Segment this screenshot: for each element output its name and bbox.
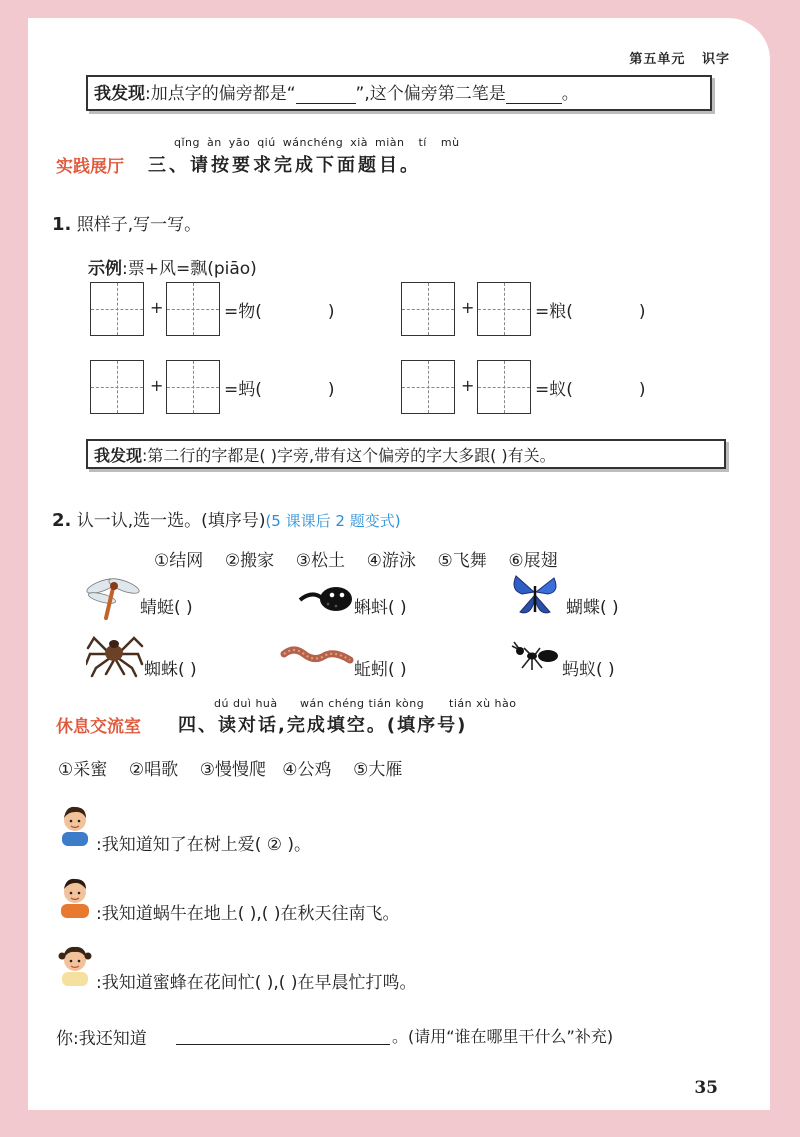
pinyin-syllable: wán (282, 136, 307, 149)
you-instruction: 。(请用“谁在哪里干什么”补充) (392, 1027, 614, 1046)
animal-dragonfly-answer[interactable]: 蜻蜓( ) (140, 598, 193, 618)
discovery-box-2 (86, 439, 726, 469)
discovery-box-1 (86, 75, 712, 111)
option-item: ③松土 (295, 551, 345, 571)
tianzige-box[interactable] (90, 360, 144, 414)
discovery-text-c: 。 (561, 84, 579, 104)
ant-icon (510, 638, 562, 672)
radical-answer-blank[interactable] (296, 103, 356, 104)
q2-options (154, 546, 558, 571)
section-label-practice: 实践展厅 (56, 157, 124, 177)
dialog-line-1[interactable]: :我知道知了在树上爱( ② )。 (96, 835, 312, 855)
boy-avatar-icon (56, 874, 94, 918)
unit-topic: 识字 (701, 52, 730, 67)
earthworm-icon (280, 644, 354, 668)
dialog-line-2[interactable]: :我知道蜗牛在地上( ),( )在秋天往南飞。 (96, 904, 400, 924)
tianzige-box[interactable] (401, 360, 455, 414)
section3-pinyin (174, 136, 460, 149)
q1-number: 1. (52, 214, 72, 235)
plus-sign: + (461, 298, 475, 317)
item-close: ) (327, 302, 335, 322)
item-text: =粮( (535, 302, 573, 322)
plus-sign: + (461, 376, 475, 395)
pinyin-syllable: tí (418, 136, 427, 149)
page-number: 35 (694, 1078, 718, 1098)
item-close: ) (638, 380, 646, 400)
animal-earthworm-answer[interactable]: 蚯蚓( ) (354, 660, 407, 680)
tianzige-box[interactable] (90, 282, 144, 336)
section3-title: 三、请按要求完成下面题目。 (148, 155, 421, 176)
section4-pinyin-c: tián xù hào (449, 697, 517, 710)
q1-item-wu[interactable] (224, 297, 335, 322)
q1-item-ma[interactable] (224, 375, 335, 400)
option-item: ①采蜜 (58, 760, 108, 780)
option-item: ③慢慢爬 (199, 760, 266, 780)
boy-avatar-icon (56, 802, 94, 846)
item-close: ) (327, 380, 335, 400)
q1-item-liang[interactable] (535, 297, 646, 322)
section4-pinyin-b: wán chéng tián kòng (300, 697, 425, 710)
you-answer-blank[interactable] (176, 1028, 390, 1045)
dragonfly-icon (82, 574, 142, 622)
spider-icon (86, 632, 144, 678)
section4-pinyin-a: dú duì huà (214, 697, 278, 710)
q1-instruction: 照样子,写一写。 (76, 215, 202, 235)
q2-instruction: 认一认,选一选。(填序号) (76, 511, 266, 531)
section4-title: 四、读对话,完成填空。(填序号) (178, 715, 468, 736)
animal-ant-answer[interactable]: 蚂蚁( ) (562, 660, 615, 680)
q2-number: 2. (52, 510, 72, 531)
q2-note: (5 课课后 2 题变式) (265, 512, 401, 530)
discovery-label: 我发现 (94, 84, 145, 104)
pinyin-syllable: yāo (228, 136, 251, 149)
pinyin-syllable: miàn (375, 136, 405, 149)
option-item: ⑥展翅 (508, 551, 558, 571)
option-item: ④公鸡 (282, 760, 332, 780)
q2-header (52, 506, 401, 531)
tianzige-box[interactable] (166, 282, 220, 336)
pinyin-syllable: qiú (257, 136, 276, 149)
tianzige-box[interactable] (477, 282, 531, 336)
dialog-line-3[interactable]: :我知道蜜蜂在花间忙( ),( )在早晨忙打鸣。 (96, 973, 417, 993)
pinyin-syllable: xià (350, 136, 368, 149)
example-text: :票+风=飘(piāo) (122, 259, 257, 279)
q1-example (88, 254, 257, 279)
option-item: ①结网 (154, 551, 204, 571)
animal-butterfly-answer[interactable]: 蝴蝶( ) (566, 598, 619, 618)
butterfly-icon (510, 572, 560, 622)
animal-tadpole-answer[interactable]: 蝌蚪( ) (354, 598, 407, 618)
second-stroke-answer-blank[interactable] (506, 103, 562, 104)
option-item: ②搬家 (224, 551, 275, 571)
tianzige-box[interactable] (401, 282, 455, 336)
pinyin-syllable: chéng (306, 136, 344, 149)
plus-sign: + (150, 298, 164, 317)
pinyin-syllable: àn (207, 136, 222, 149)
you-label: 你:我还知道 (56, 1029, 147, 1049)
discovery-label: 我发现 (94, 446, 143, 465)
option-item: ⑤飞舞 (437, 551, 487, 571)
item-close: ) (638, 302, 646, 322)
discovery-text: :第二行的字都是( )字旁,带有这个偏旁的字大多跟( )有关。 (142, 446, 556, 465)
pinyin-syllable: qǐng (174, 136, 200, 149)
q1-item-yi[interactable] (535, 375, 646, 400)
unit-header (629, 48, 730, 67)
option-item: ②唱歌 (128, 760, 179, 780)
pinyin-syllable: mù (440, 136, 460, 149)
discovery-text-a: :加点字的偏旁都是“ (145, 84, 296, 104)
tianzige-box[interactable] (477, 360, 531, 414)
discovery-text-b: ”,这个偏旁第二笔是 (355, 84, 506, 104)
example-label: 示例 (88, 259, 122, 279)
item-text: =蚂( (224, 380, 262, 400)
item-text: =蚁( (535, 380, 573, 400)
section-label-rest: 休息交流室 (56, 717, 141, 737)
tadpole-icon (298, 584, 354, 614)
option-item: ④游泳 (366, 551, 416, 571)
item-text: =物( (224, 302, 262, 322)
girl-avatar-icon (56, 942, 94, 986)
section4-options (58, 755, 402, 780)
q1-header (52, 210, 201, 235)
plus-sign: + (150, 376, 164, 395)
tianzige-box[interactable] (166, 360, 220, 414)
workbook-page (28, 18, 770, 1110)
animal-spider-answer[interactable]: 蜘蛛( ) (144, 660, 197, 680)
unit-title: 第五单元 (629, 52, 686, 67)
option-item: ⑤大雁 (353, 760, 403, 780)
